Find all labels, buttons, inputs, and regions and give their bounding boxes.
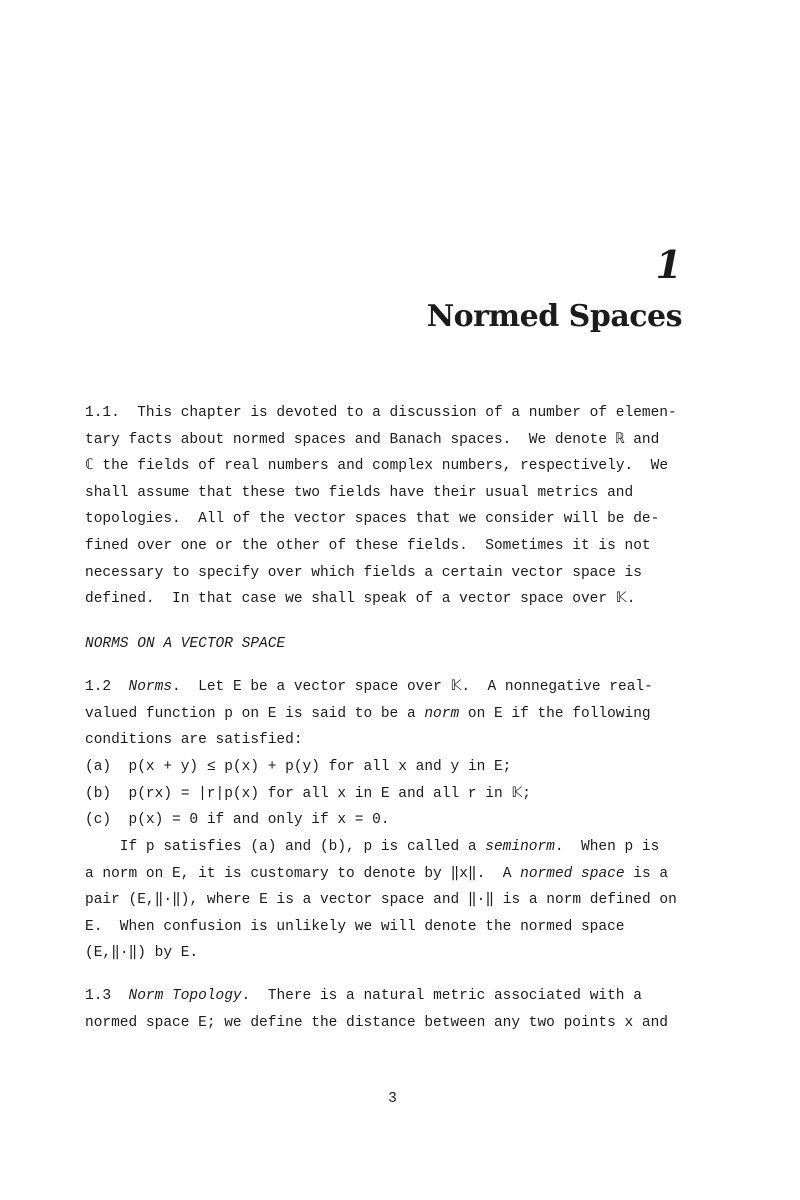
text-line: fined over one or the other of these fields. Sometimes it is not (85, 537, 651, 554)
text-line: (b) p(rx) = |r|p(x) for all x in E and all r in 𝕂; (85, 785, 531, 802)
text-line: valued function p on E is said to be a norm on E if the following (85, 705, 651, 722)
norm-conditions-list (85, 754, 745, 834)
text-line: defined. In that case we shall speak of a vector space over 𝕂. (85, 591, 636, 608)
text-line: conditions are satisfied: (85, 732, 303, 749)
text-line: shall assume that these two fields have their usual metrics and (85, 484, 634, 501)
section-heading: NORMS ON A VECTOR SPACE (85, 636, 286, 652)
chapter-number: 1 (655, 242, 682, 287)
paragraph-seminorm (85, 834, 745, 967)
paragraph-1-3 (85, 983, 745, 1036)
text-line: ℂ the fields of real numbers and complex numbers, respectively. We (85, 458, 669, 475)
paragraph-1-2 (85, 674, 745, 754)
paragraph-1-1 (85, 400, 745, 613)
text-line: necessary to specify over which fields a certain vector space is (85, 564, 642, 581)
text-line: a norm on E, it is customary to denote by ‖x‖. A normed space is a (85, 865, 669, 882)
text-line: 1.1. This chapter is devoted to a discussion of a number of elemen- (85, 405, 677, 421)
text-line: E. When confusion is unlikely we will denote the normed space (85, 918, 625, 935)
text-line: If p satisfies (a) and (b), p is called a seminorm. When p is (85, 839, 660, 855)
text-line: 1.3 Norm Topology. There is a natural metric associated with a (85, 988, 642, 1004)
text-line: normed space E; we define the distance between any two points x and (85, 1014, 668, 1031)
page-number: 3 (388, 1091, 397, 1107)
text-line: pair (E,‖·‖), where E is a vector space and ‖·‖ is a norm defined on (85, 892, 677, 909)
text-line: (E,‖·‖) by E. (85, 945, 199, 962)
text-line: (a) p(x + y) ≤ p(x) + p(y) for all x and y in E; (85, 759, 512, 775)
text-line: topologies. All of the vector spaces that we consider will be de- (85, 511, 660, 528)
page-title: Normed Spaces (426, 299, 682, 334)
text-line: tary facts about normed spaces and Banach spaces. We denote ℝ and (85, 431, 660, 448)
text-line: (c) p(x) = 0 if and only if x = 0. (85, 812, 390, 829)
text-line: 1.2 Norms. Let E be a vector space over 𝕂. A nonnegative real- (85, 679, 653, 695)
